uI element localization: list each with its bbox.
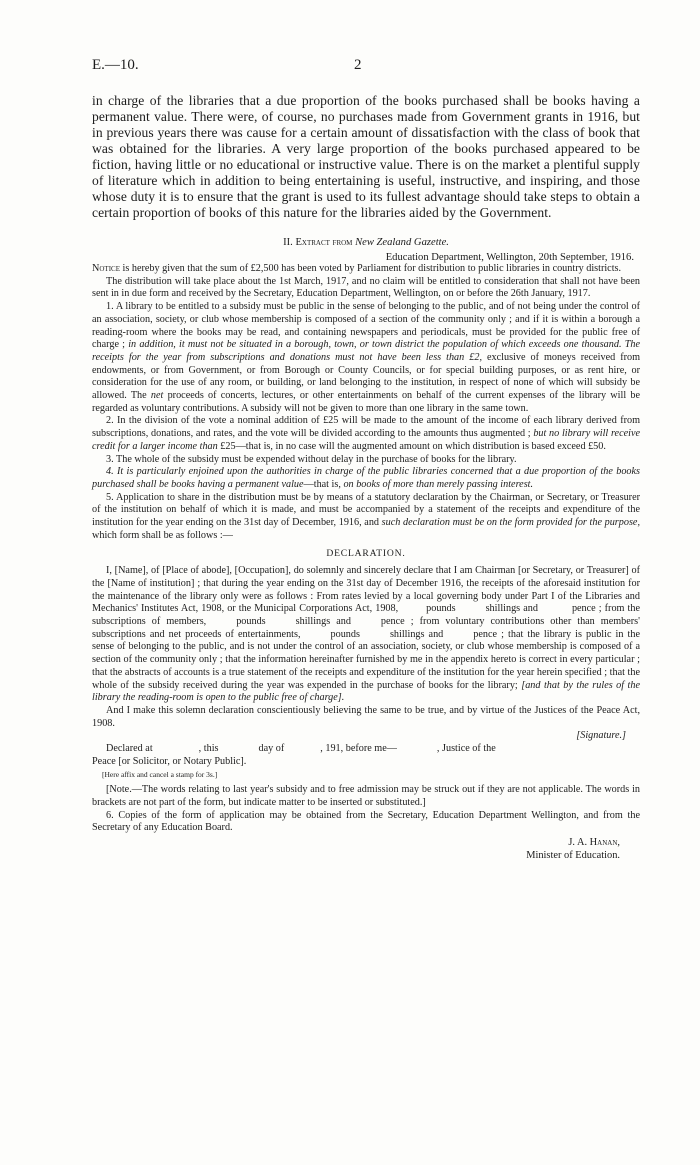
pence-label: pence — [380, 615, 405, 627]
section-number: II. — [283, 237, 293, 248]
shillings-and-label: shillings and — [389, 628, 444, 640]
page-number: 2 — [354, 57, 362, 73]
declaration-text-3: ; from voluntary contributions other than members' subscriptions and net proceeds of entertainments, — [92, 615, 640, 640]
para5-text-c: which form shall be as follows :— — [92, 529, 233, 541]
paragraph-6: 6. Copies of the form of application may be obtained from the Secretary, Education Department Wellington, and from the Secretary of any Education Board. — [92, 809, 640, 834]
declaration-text-2: ; from the subscriptions of members, — [92, 603, 640, 627]
declared-line — [92, 743, 640, 756]
para2-text-a: 2. In the division of the vote a nominal addition of £25 will be made to the amount of the income of each library derived from subscriptions, donations, and rates, and the vote will be divided according to the amounts thus augmented ; — [92, 415, 640, 440]
this-label: , this — [198, 743, 219, 755]
report-reference: E.—10. — [92, 57, 139, 73]
para5-text-b: such declaration must be on the form provided for the purpose, — [381, 517, 640, 529]
declaration-text-4: ; that the library is public in the sense of belonging to the public, and is not under the control of an association, society, or club whose membership is composed of a section of the community only ; that the information hereinafter furnished by me in the appendix hereto is correct in every particular ; that the abstracts of accounts is a true statement of the receipts and expenditure of the institution for the year herein specified ; that the whole of the subsidy received during the year was expended in the purchase of books for the library; — [92, 628, 640, 691]
notice-paragraph — [92, 263, 640, 276]
notice-lead: Notice — [92, 263, 120, 274]
shillings-label: shillings — [485, 603, 521, 615]
before-me-label: , before me— — [340, 743, 397, 755]
para1-text-a: 1. A library to be entitled to a subsidy must be public in the sense of belonging to the public, and of not being under the control of an association, society, or club whose membership is composed of a section of the community only ; and if it is within a borough a reading-room where the books may be read, and containing newspapers and periodicals, must be provided for the public free of charge ; — [92, 301, 640, 351]
page-header — [92, 57, 640, 77]
section-source: New Zealand Gazette. — [355, 237, 449, 248]
declaration-text-1: I, [Name], of [Place of abode], [Occupation], do solemnly and sincerely declare that I am Chairman [or Secretary, or Treasurer] of the [Name of institution] ; that during the year ending on the 31st day of December 1916, the receipts of the aforesaid institution for the maintenance of the library only were as follows : From rates levied by a local governing body under Part I of the Libraries and Mechanics' Institutes Act, 1908, or the Municipal Corporations Act, 1908, — [92, 565, 640, 615]
para5-text-a: 5. Application to share in the distribution must be by means of a statutory declaration by the Chairman, or Secretary, or Treasurer of the institution on behalf of which it is made, and must be accompanied by a statement of the receipts and expenditure of the institution for the year ending on the 31st day of December, 1916, and — [92, 491, 640, 529]
declared-at: Declared at — [106, 743, 153, 755]
and-label: and — [523, 603, 538, 615]
distribution-paragraph: The distribution will take place about the 1st March, 1917, and no claim will be entitled to consideration that shall not have been sent in in due form and received by the Secretary, Education Department, Wellington, on or before the 26th January, 1917. — [92, 275, 640, 300]
pounds-label: pounds — [426, 603, 456, 615]
para2-text-b: but no library will receive credit for a larger income than — [92, 428, 640, 452]
signature-placeholder — [92, 730, 640, 743]
para4-text-b: —that is, — [303, 478, 344, 490]
para1-text-d: net — [150, 390, 164, 402]
year-label: , 191 — [320, 743, 341, 755]
declaration-text-5: [and that by the rules of the library the reading-room is open to the public free of charge]. — [92, 679, 641, 704]
paragraph-3: 3. The whole of the subsidy must be expended without delay in the purchase of books for the library. — [106, 453, 517, 465]
gazette-extract — [92, 263, 640, 835]
para1-text-e: proceeds of concerts, lectures, or other entertainments on behalf of the current expenses of the library will be regarded as voluntary contributions. A subsidy will not be given to more than one library in the same town. — [92, 390, 640, 414]
signatory-title: Minister of Education. — [526, 849, 620, 861]
pounds-label: pounds — [236, 615, 266, 627]
notice-text: is hereby given that the sum of £2,500 has been voted by Parliament for distribution to public libraries in country districts. — [119, 263, 622, 274]
shillings-and-label: shillings and — [295, 615, 351, 627]
paragraph-1 — [92, 301, 640, 415]
dateline: Education Department, Wellington, 20th September, 1916. — [385, 252, 634, 263]
section-label: Extract from — [295, 237, 353, 248]
justice-label: , Justice of the — [436, 743, 496, 755]
declaration-body — [92, 565, 640, 705]
paragraph-2 — [92, 415, 640, 453]
signatory-name: J. A. Hanan, — [568, 836, 620, 848]
para1-text-b: in addition, it must not be situated in a borough, town, or town district the population of which exceeds one thousand. The receipts for the year from subscriptions and donations must not have been less than £2, — [92, 339, 640, 363]
declaration-closing: And I make this solemn declaration conscientiously believing the same to be true, and by virtue of the Justices of the Peace Act, 1908. — [92, 704, 640, 729]
intro-paragraph: in charge of the libraries that a due proportion of the books purchased shall be books having a permanent value. There were, of course, no purchases made from Government grants in 1916, but in previous years there was cause for a certain amount of dissatisfaction with the class of book that was obtained for the libraries. A very large proportion of the books purchased appeared to be fiction, having little or no educational or instructive value. There is on the market a plentiful supply of literature which in addition to being entertaining is useful, instructive, and inspiring, and those whose duty it is to ensure that the grant is used to its fullest advantage should take steps to obtain a certain proportion of books of this nature for the libraries aided by the Government. — [92, 93, 640, 220]
para2-text-c: £25—that is, in no case will the augmented amount on which distribution is based exceed £50. — [217, 440, 606, 452]
para4-text-c: on books of more than merely passing interest. — [343, 478, 534, 490]
document-page — [0, 57, 700, 1165]
signoff — [92, 836, 640, 862]
form-note: [Note.—The words relating to last year's subsidy and to free admission may be struck out if they are not applicable. The words in brackets are not part of the form, but indicate matter to be inserted or substituted.] — [92, 784, 640, 808]
section-heading — [92, 237, 640, 248]
para1-text-c: exclusive of moneys received from endowments, or from Government, or from Borough or County Councils, or for special building purposes, or as rent hire, or consideration for the use of any room, or building, or land belonging to the institution, in respect of none of which will subsidy be allowed. The — [92, 351, 641, 402]
signature-label: [Signature.] — [576, 730, 626, 742]
declaration-heading: DECLARATION. — [326, 548, 406, 560]
stamp-note: [Here affix and cancel a stamp for 3s.] — [102, 770, 218, 780]
peace-line: Peace [or Solicitor, or Notary Public]. — [92, 755, 247, 767]
day-of-label: day of — [258, 743, 285, 755]
intro-section — [92, 93, 640, 221]
paragraph-4 — [92, 466, 640, 491]
pence-label: pence — [473, 628, 498, 640]
pence-label: pence — [571, 603, 596, 615]
pounds-label: pounds — [330, 628, 360, 640]
para4-text-a: 4. It is particularly enjoined upon the authorities in charge of the public libraries concerned that a due proportion of the books purchased shall be books having a permanent value — [92, 466, 640, 490]
paragraph-5 — [92, 492, 640, 543]
